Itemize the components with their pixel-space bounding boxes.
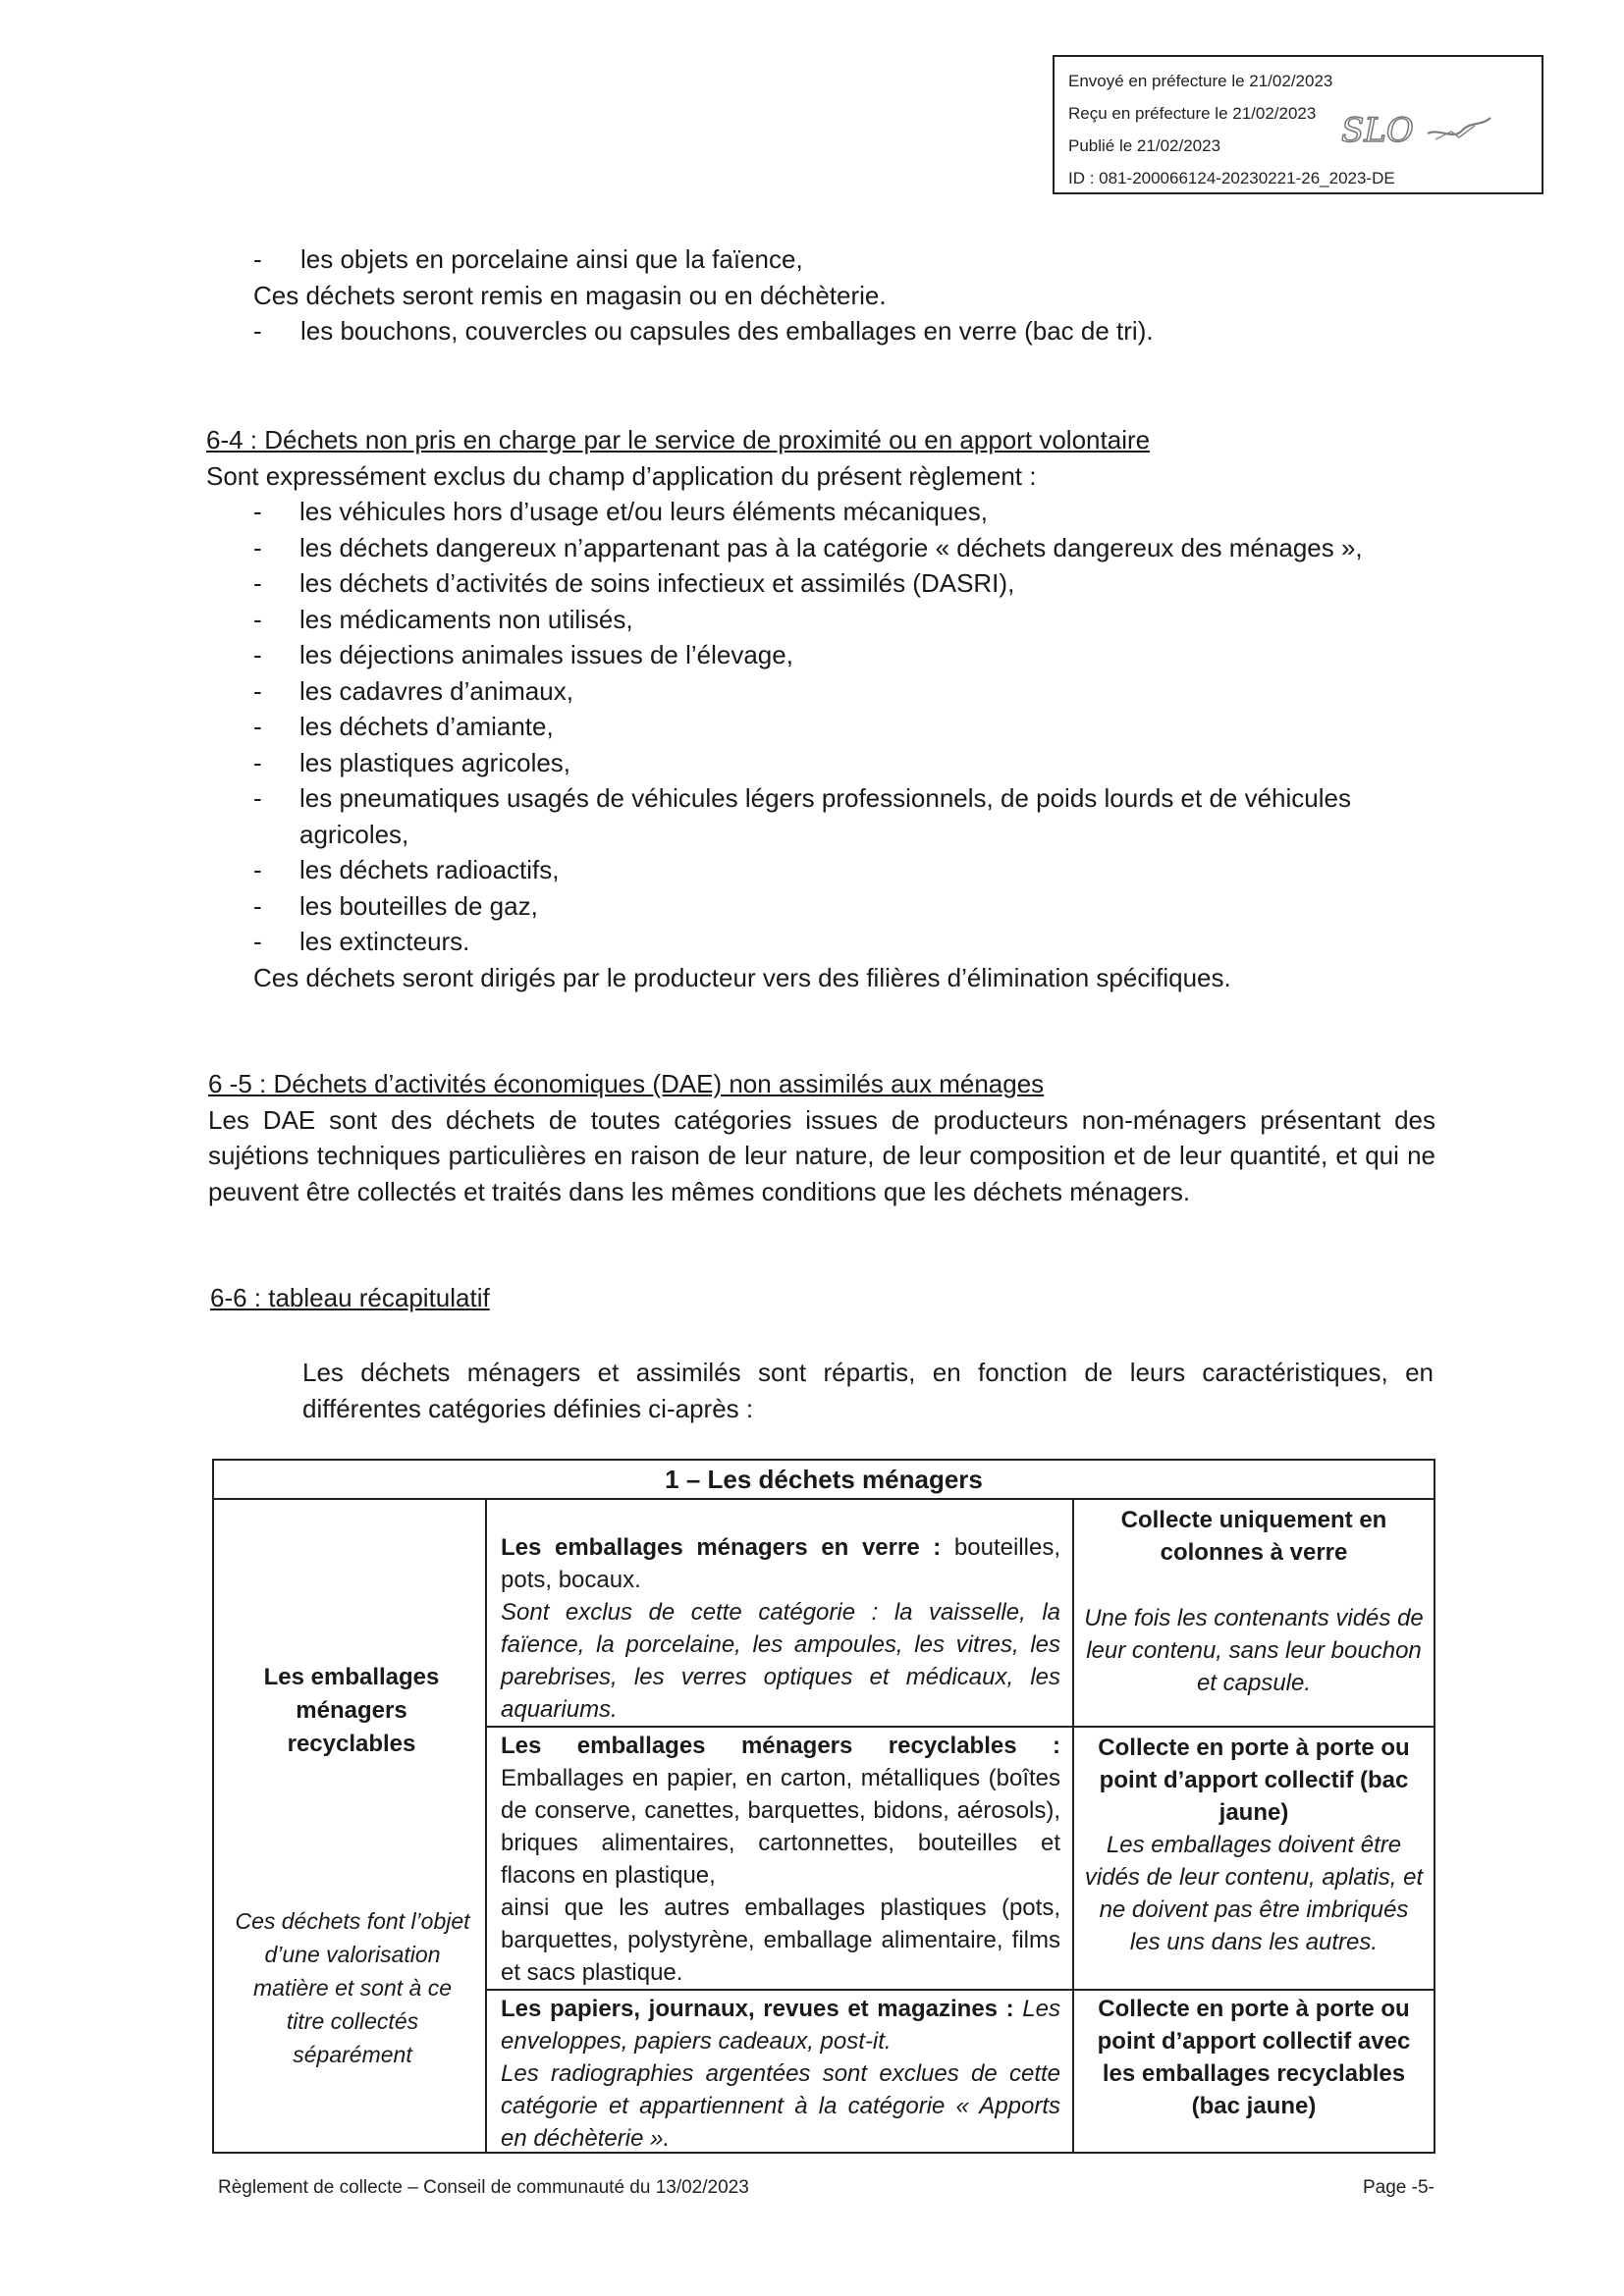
list-item: - les extincteurs. [206, 924, 1445, 960]
table-title: 1 – Les déchets ménagers [665, 1465, 983, 1494]
row-title: Les emballages ménagers en verre : [501, 1534, 942, 1561]
section-heading: 6-6 : tableau récapitulatif [210, 1283, 490, 1312]
section-outro: Ces déchets seront dirigés par le producteur vers des filières d’élimination spécifiques. [253, 962, 1231, 992]
footer-left: Règlement de collecte – Conseil de communauté du 13/02/2023 [218, 2177, 749, 2198]
table-row [501, 1730, 1060, 1989]
collection-cell [1084, 1732, 1424, 1958]
stamp-published-line: Publié le 21/02/2023 [1068, 136, 1221, 155]
list-item: - les pneumatiques usagés de véhicules légers professionnels, de poids lourds et de véhicules agricoles, [206, 780, 1445, 852]
row-exclusion-note: Les radiographies argentées sont exclues de cette catégorie et appartiennent à la catégorie « Apports en déchèterie ». [501, 2060, 1060, 2152]
category-note: Ces déchets font l’objet d’une valorisation matière et sont à ce titre collectés séparément [235, 1908, 470, 2067]
section-heading: 6 -5 : Déchets d’activités économiques (DAE) non assimilés aux ménages [208, 1069, 1045, 1098]
row-title: Les emballages ménagers recyclables : [501, 1733, 1060, 1759]
list-item: - les déchets d’activités de soins infectieux et assimilés (DASRI), [206, 565, 1445, 602]
collection-method: Collecte en porte à porte ou point d’apport collectif avec les emballages recyclables (bac jaune) [1097, 1996, 1411, 2119]
list-item: - les déjections animales issues de l’élevage, [206, 637, 1445, 673]
section-6-4 [206, 422, 1445, 995]
page-number: Page -5- [1363, 2177, 1435, 2198]
svg-text:SLO: SLO [1341, 111, 1414, 150]
section-heading: 6-4 : Déchets non pris en charge par le service de proximité ou en apport volontaire [206, 425, 1151, 454]
list-item-text: les bouchons, couvercles ou capsules des emballages en verre (bac de tri). [300, 316, 1154, 346]
section-intro: Sont expressément exclus du champ d’application du présent règlement : [206, 460, 1037, 491]
row-exclusion-note: Sont exclus de cette catégorie : la vaisselle, la faïence, la porcelaine, les ampoules, les vitres, les parebrises, les verres optiques et médicaux, les aquariums. [501, 1599, 1060, 1723]
list-item: - les déchets radioactifs, [206, 852, 1445, 888]
list-item: - les véhicules hors d’usage et/ou leurs éléments mécaniques, [206, 494, 1445, 530]
collection-note: Les emballages doivent être vidés de leur contenu, aplatis, et ne doivent pas être imbriqués les uns dans les autres. [1084, 1832, 1424, 1955]
list-item: - les objets en porcelaine ainsi que la faïence, [253, 244, 803, 274]
list-item: - les bouchons, couvercles ou capsules des emballages en verre (bac de tri). [253, 316, 1154, 346]
exclusion-list [206, 494, 1445, 960]
collection-method: Collecte uniquement en colonnes à verre [1120, 1507, 1387, 1566]
table-row [501, 1531, 1060, 1726]
section-paragraph: Les DAE sont des déchets de toutes catégories issues de producteurs non-ménagers présentant des sujétions techniques particulières en raison de leur nature, de leur composition et de leur quantité, et qui ne peuvent être collectés et traités dans les mêmes conditions que les déchets ménagers. [208, 1104, 1435, 1206]
row-text: Emballages en papier, en carton, métalliques (boîtes de conserve, canettes, barquettes, bidons, aérosols), briques alimentaires, cartonnettes, bouteilles et flacons en plastique, [501, 1765, 1060, 1889]
stamp-received-line: Reçu en préfecture le 21/02/2023 [1068, 104, 1317, 123]
list-item: - les cadavres d’animaux, [206, 673, 1445, 710]
section-6-6 [210, 1280, 1437, 1316]
section-6-5 [208, 1066, 1435, 1209]
list-item: - les déchets dangereux n’appartenant pas à la catégorie « déchets dangereux des ménages », [206, 530, 1445, 566]
list-item: - les médicaments non utilisés, [206, 602, 1445, 638]
section-6-6-intro: Les déchets ménagers et assimilés sont répartis, en fonction de leurs caractéristiques, en différentes catégories définies ci-après : [302, 1358, 1434, 1423]
stamp-sent-line: Envoyé en préfecture le 21/02/2023 [1068, 72, 1333, 90]
category-title: Les emballages ménagers recyclables [263, 1664, 440, 1757]
row-text: ainsi que les autres emballages plastiques (pots, barquettes, polystyrène, emballage alimentaire, films et sacs plastique. [501, 1895, 1060, 1986]
top-section [253, 241, 1441, 349]
row-title: Les papiers, journaux, revues et magazines : [501, 1996, 1014, 2022]
table-row [501, 1993, 1060, 2155]
list-item: - les plastiques agricoles, [206, 745, 1445, 781]
collection-method: Collecte en porte à porte ou point d’apport collectif (bac jaune) [1098, 1735, 1410, 1826]
list-item: - les bouteilles de gaz, [206, 888, 1445, 925]
collection-cell [1084, 1504, 1424, 1699]
collection-note: Une fois les contenants vidés de leur contenu, sans leur bouchon et capsule. [1084, 1605, 1424, 1696]
list-item: - les déchets d’amiante, [206, 709, 1445, 745]
handwritten-signature [1337, 106, 1494, 155]
top-note: Ces déchets seront remis en magasin ou en déchèterie. [253, 280, 887, 310]
stamp-id-line: ID : 081-200066124-20230221-26_2023-DE [1068, 169, 1395, 187]
summary-table [212, 1459, 1435, 2154]
row-text: bouteilles, pots, bocaux. [501, 1534, 1060, 1593]
row-text: Les enveloppes, papiers cadeaux, post-it. [501, 1996, 1060, 2055]
list-item-text: les objets en porcelaine ainsi que la faïence, [300, 244, 803, 274]
